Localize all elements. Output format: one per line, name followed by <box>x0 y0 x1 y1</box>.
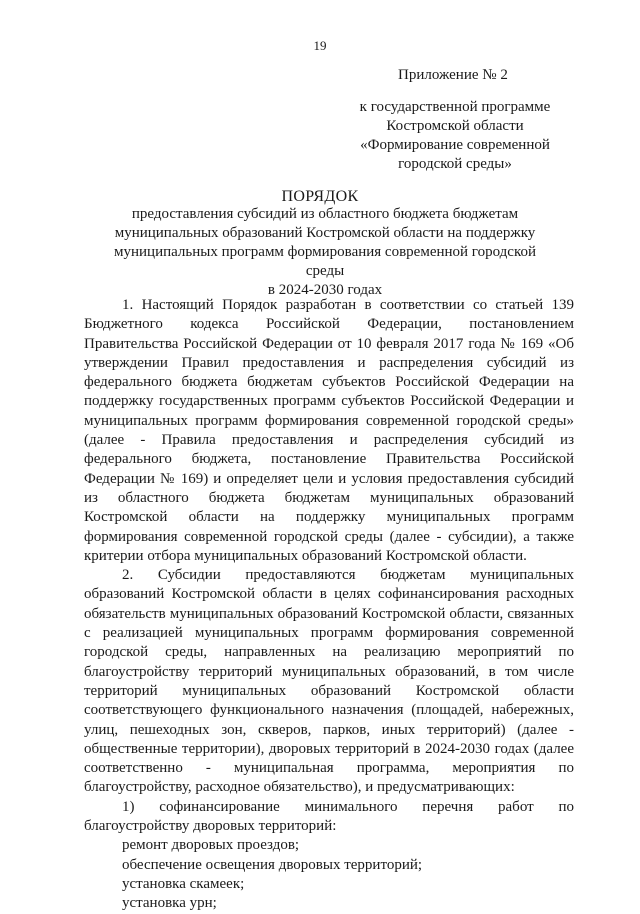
paragraph-2: 2. Субсидии предоставляются бюджетам муниципальных образований Костромской области в целях софинансирования расходных обязательств муниципальных образований Костромской области, связанных с реализацией муниципальных программ формирования современной городской среды, направленных на реализацию мероприятий по благоустройству территорий муниципальных образований, в том числе территорий муниципальных образований Костромской области соответствующего функционального назначения (площадей, набережных, улиц, пешеходных зон, скверов, парков, иных территорий) (далее - общественные территории), дворовых территорий в 2024-2030 годах (далее соответственно - муниципальная программа, мероприятия по благоустройству, расходное обязательство), и предусматривающих: <box>84 567 574 796</box>
appendix-reference-line: городской среды» <box>398 156 512 172</box>
document-subtitle-line: муниципальных образований Костромской области на поддержку <box>114 225 536 241</box>
list-item: установка урн; <box>122 895 217 912</box>
paragraph-1: 1. Настоящий Порядок разработан в соответствии со статьей 139 Бюджетного кодекса Российской Федерации, постановлением Правительства Российской Федерации от 10 февраля 2017 года № 169 «Об утверждении Правил предоставления и распределения субсидий из федерального бюджета бюджетам субъектов Российской Федерации на поддержку государственных программ субъектов Российской Федерации и муниципальных программ формирования современной городской среды» (далее - Правила предоставления и распределения субсидий из федерального бюджета, постановление Правительства Российской Федерации № 169) и определяет цели и условия предоставления субсидий из областного бюджета бюджетам муниципальных образований Костромской области на поддержку муниципальных программ формирования современной городской среды (далее - субсидии), а также критерии отбора муниципальных образований Костромской области. <box>84 297 574 564</box>
list-item: ремонт дворовых проездов; <box>122 837 300 854</box>
appendix-reference-line: Костромской области <box>386 118 524 134</box>
appendix-reference <box>355 98 555 174</box>
document-body <box>84 296 574 914</box>
document-subtitle-line: предоставления субсидий из областного бюджета бюджетам <box>131 206 519 222</box>
document-subtitle-line: муниципальных программ формирования современной городской среды <box>114 244 536 279</box>
appendix-reference-line: к государственной программе <box>359 99 551 115</box>
document-subtitle-line: в 2024-2030 годах <box>267 282 383 298</box>
page-number: 19 <box>313 38 327 53</box>
appendix-title: Приложение № 2 <box>398 67 508 83</box>
appendix-reference-line: «Формирование современной <box>360 137 550 153</box>
list-item: установка скамеек; <box>122 875 245 892</box>
document-title: ПОРЯДОК <box>281 188 359 205</box>
document-subtitle <box>95 205 555 300</box>
paragraph-3: 1) софинансирование минимального перечня работ по благоустройству дворовых территорий: <box>84 798 574 835</box>
list-item: обеспечение освещения дворовых территорий; <box>122 856 423 873</box>
